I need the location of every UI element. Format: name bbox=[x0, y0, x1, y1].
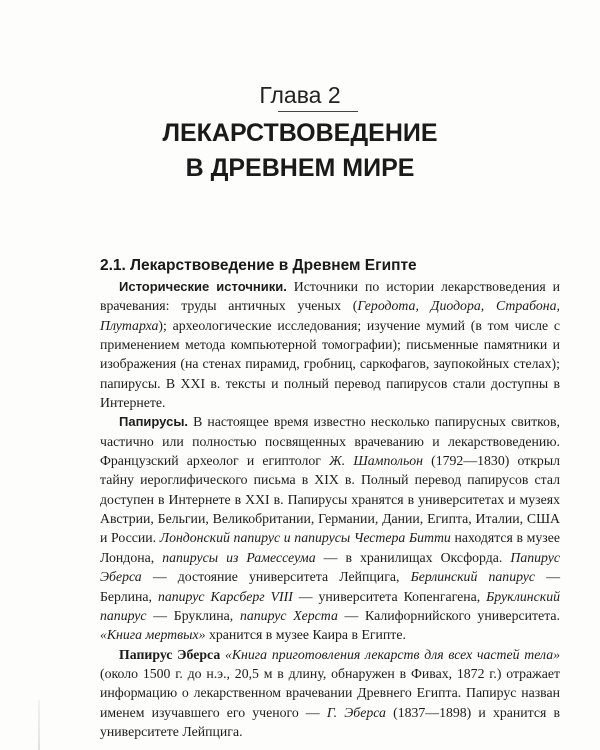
section-title: 2.1. Лекарствоведение в Древнем Египте bbox=[100, 257, 417, 274]
paragraph-historical-sources bbox=[100, 277, 560, 412]
text-run: В настоящее время известно несколько папирусных свитков, частично или полностью посвященных врачеванию и лекарствоведению. Французский археолог и египтолог bbox=[100, 414, 560, 469]
text-run: — Бруклина, bbox=[146, 607, 240, 623]
italic-run: Геродота, Диодора, Страбона, Плутарха bbox=[100, 298, 560, 333]
text-run: находятся в музее Лондона, bbox=[100, 530, 561, 565]
chapter-title-line-2: В ДРЕВНЕМ МИРЕ bbox=[185, 154, 415, 182]
italic-run: «Книга мертвых» bbox=[100, 627, 206, 643]
italic-run: Г. Эберса bbox=[326, 704, 386, 720]
text-run: — Берлина, bbox=[100, 569, 561, 604]
chapter-label: Глава 2 bbox=[259, 82, 341, 108]
paragraph-lead: Папирус Эберса bbox=[119, 646, 221, 662]
italic-run: Берлинский папирус bbox=[410, 569, 536, 585]
text-run: Источники по истории лекарствоведения и врачевания: труды античных ученых ( bbox=[100, 279, 560, 314]
text-run: — в хранилищах Оксфорда. bbox=[315, 549, 511, 565]
text-run: — Калифорнийского университета. bbox=[337, 607, 560, 623]
italic-run: Бруклинский папирус bbox=[100, 588, 561, 623]
italic-run: папирус Карсберг VIII bbox=[157, 588, 293, 604]
italic-run: Ж. Шампольон bbox=[329, 453, 423, 469]
chapter-title bbox=[0, 116, 600, 186]
text-run: ); археологические исследования; изучение мумий (в том числе с применением метода компьютерной томографии); письменные памятники и изображения (на стенах пирамид, гробниц, саркофагов, заупокойных стелах); папирусы. В XXI в. тексты и полный перевод папирусов стали доступны в Интернете. bbox=[100, 317, 560, 411]
text-run: — достояние университета Лейпцига, bbox=[141, 569, 411, 585]
italic-run: Лондонский папирус и папирусы Честера Битти bbox=[159, 530, 451, 546]
page-edge-shadow bbox=[38, 700, 40, 750]
text-run: хранится в музее Каира в Египте. bbox=[205, 627, 406, 643]
italic-run: папирус Херста bbox=[239, 607, 338, 623]
text-run: (1792—1830) открыл тайну иероглифического письма в XIX в. Полный перевод папирусов стал доступен в Интернете в XXI в. Папирусы хранятся в университетах и музеях Австрии, Бельгии, Великобритании, Германии, Дании, Египта, Италии, США и России. bbox=[100, 453, 560, 546]
chapter-title-line-1: ЛЕКАРСТВОВЕДЕНИЕ bbox=[162, 119, 438, 147]
text-run: — университета Копенгагена, bbox=[292, 588, 487, 604]
italic-run: «Книга приготовления лекарств для всех частей тела» bbox=[225, 646, 560, 662]
body-text bbox=[100, 277, 560, 741]
text-run: (около 1500 г. до н.э., 20,5 м в длину, обнаружен в Фивах, 1872 г.) отражает информацию о лекарственном врачевании Древнего Египта. Папирус назван именем изучавшего его ученого — bbox=[100, 665, 560, 720]
italic-run: Папирус Эберса bbox=[100, 549, 560, 585]
paragraph-lead: Папирусы. bbox=[119, 414, 189, 430]
italic-run: папирусы из Рамессеума bbox=[162, 549, 316, 565]
paragraph-ebers-papyrus bbox=[100, 645, 560, 742]
paragraph-papyri bbox=[100, 412, 560, 644]
text-run: (1837—1898) и хранится в университете Лейпцига. bbox=[100, 704, 560, 739]
paragraph-lead: Исторические источники. bbox=[119, 279, 287, 294]
chapter-divider bbox=[278, 111, 358, 112]
